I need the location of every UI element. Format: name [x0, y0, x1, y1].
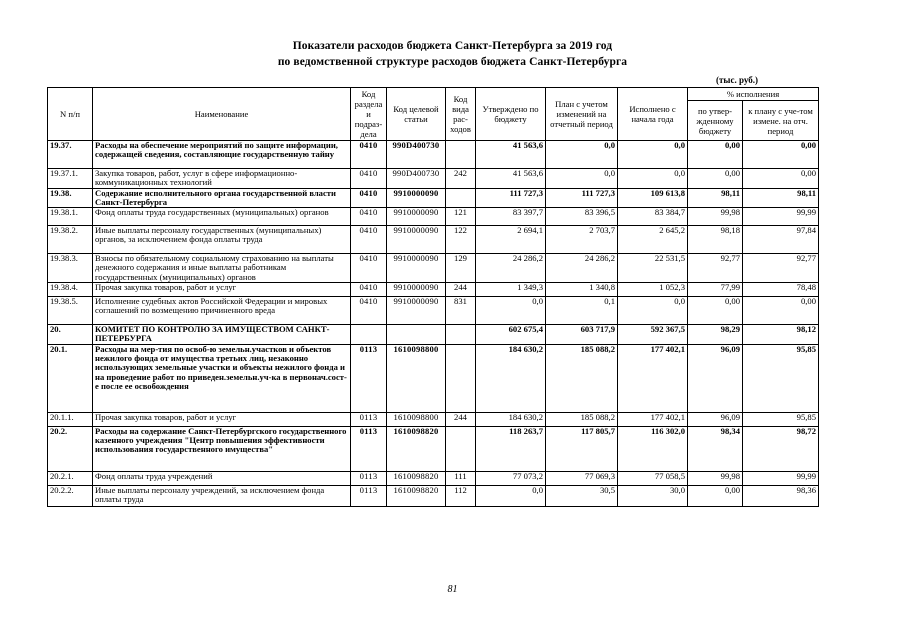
header-percent-approved: по утвер-жденному бюджету	[688, 101, 743, 141]
executed-amount: 109 613,8	[618, 188, 688, 208]
table-row	[48, 254, 819, 283]
type-code: 112	[446, 485, 476, 506]
percent-approved: 98,29	[688, 325, 743, 345]
table-row	[48, 283, 819, 297]
header-percent-group: % исполнения	[688, 88, 819, 101]
type-code: 244	[446, 412, 476, 426]
row-number: 19.38.2.	[48, 226, 93, 254]
approved-amount: 184 630,2	[476, 412, 546, 426]
section-code: 0113	[351, 471, 387, 485]
section-code: 0410	[351, 283, 387, 297]
section-code: 0113	[351, 412, 387, 426]
target-code: 990D400730	[387, 141, 446, 169]
row-name: Прочая закупка товаров, работ и услуг	[93, 412, 351, 426]
approved-amount: 77 073,2	[476, 471, 546, 485]
table-row	[48, 485, 819, 506]
row-name: Взносы по обязательному социальному страхованию на выплаты денежного содержания и иные выплаты работникам государственных (муниципальных) органов	[93, 254, 351, 283]
executed-amount: 77 058,5	[618, 471, 688, 485]
row-number: 19.38.1.	[48, 208, 93, 226]
section-code: 0113	[351, 485, 387, 506]
header-section-code: Код раздела и подраз-дела	[351, 88, 387, 141]
plan-amount: 185 088,2	[546, 344, 618, 412]
plan-amount: 117 805,7	[546, 426, 618, 471]
percent-plan: 99,99	[743, 208, 819, 226]
plan-amount: 185 088,2	[546, 412, 618, 426]
percent-approved: 98,34	[688, 426, 743, 471]
table-row	[48, 169, 819, 189]
percent-plan: 98,72	[743, 426, 819, 471]
row-name: Иные выплаты персоналу государственных (муниципальных) органов, за исключением фонда оплаты труда	[93, 226, 351, 254]
section-code: 0113	[351, 344, 387, 412]
executed-amount: 30,0	[618, 485, 688, 506]
table-row	[48, 297, 819, 325]
type-code	[446, 325, 476, 345]
target-code	[387, 325, 446, 345]
executed-amount: 177 402,1	[618, 412, 688, 426]
approved-amount: 41 563,6	[476, 169, 546, 189]
percent-plan: 92,77	[743, 254, 819, 283]
row-number: 19.38.4.	[48, 283, 93, 297]
header-num: N п/п	[48, 88, 93, 141]
target-code: 1610098820	[387, 426, 446, 471]
table-row	[48, 141, 819, 169]
percent-plan: 99,99	[743, 471, 819, 485]
percent-plan: 98,36	[743, 485, 819, 506]
document-title: Показатели расходов бюджета Санкт-Петербурга за 2019 год	[292, 40, 613, 52]
executed-amount: 2 645,2	[618, 226, 688, 254]
section-code: 0410	[351, 169, 387, 189]
header-percent-plan: к плану с уче-том измене. на отч. период	[743, 101, 819, 141]
row-name: Прочая закупка товаров, работ и услуг	[93, 283, 351, 297]
approved-amount: 83 397,7	[476, 208, 546, 226]
percent-plan: 0,00	[743, 169, 819, 189]
row-number: 19.38.3.	[48, 254, 93, 283]
target-code: 9910000090	[387, 283, 446, 297]
executed-amount: 22 531,5	[618, 254, 688, 283]
plan-amount: 0,0	[546, 169, 618, 189]
row-name: КОМИТЕТ ПО КОНТРОЛЮ ЗА ИМУЩЕСТВОМ САНКТ-ПЕТЕРБУРГА	[93, 325, 351, 345]
table-row	[48, 471, 819, 485]
table-row	[48, 226, 819, 254]
row-name: Фонд оплаты труда учреждений	[93, 471, 351, 485]
percent-plan: 0,00	[743, 297, 819, 325]
executed-amount: 0,0	[618, 297, 688, 325]
plan-amount: 77 069,3	[546, 471, 618, 485]
row-number: 20.1.	[48, 344, 93, 412]
type-code: 831	[446, 297, 476, 325]
target-code: 9910000090	[387, 226, 446, 254]
type-code	[446, 141, 476, 169]
units-label: (тыс. руб.)	[716, 75, 758, 85]
section-code: 0410	[351, 141, 387, 169]
executed-amount: 1 052,3	[618, 283, 688, 297]
approved-amount: 24 286,2	[476, 254, 546, 283]
executed-amount: 177 402,1	[618, 344, 688, 412]
target-code: 9910000090	[387, 297, 446, 325]
table-row	[48, 188, 819, 208]
budget-table	[47, 87, 819, 507]
section-code: 0410	[351, 226, 387, 254]
approved-amount: 118 263,7	[476, 426, 546, 471]
percent-approved: 77,99	[688, 283, 743, 297]
percent-plan: 78,48	[743, 283, 819, 297]
plan-amount: 30,5	[546, 485, 618, 506]
row-number: 19.37.	[48, 141, 93, 169]
type-code: 129	[446, 254, 476, 283]
table-row	[48, 344, 819, 412]
approved-amount: 0,0	[476, 297, 546, 325]
row-number: 19.37.1.	[48, 169, 93, 189]
target-code: 1610098820	[387, 485, 446, 506]
percent-plan: 98,11	[743, 188, 819, 208]
row-number: 19.38.	[48, 188, 93, 208]
row-name: Содержание исполнительного органа государственной власти Санкт-Петербурга	[93, 188, 351, 208]
section-code: 0113	[351, 426, 387, 471]
row-name: Закупка товаров, работ, услуг в сфере информационно-коммуникационных технологий	[93, 169, 351, 189]
type-code	[446, 188, 476, 208]
section-code	[351, 325, 387, 345]
percent-plan: 0,00	[743, 141, 819, 169]
percent-approved: 92,77	[688, 254, 743, 283]
plan-amount: 111 727,3	[546, 188, 618, 208]
percent-approved: 98,18	[688, 226, 743, 254]
table-row	[48, 426, 819, 471]
header-plan: План с учетом изменений на отчетный период	[546, 88, 618, 141]
target-code: 1610098800	[387, 412, 446, 426]
executed-amount: 116 302,0	[618, 426, 688, 471]
percent-approved: 0,00	[688, 297, 743, 325]
section-code: 0410	[351, 188, 387, 208]
percent-approved: 0,00	[688, 169, 743, 189]
percent-approved: 96,09	[688, 412, 743, 426]
type-code	[446, 344, 476, 412]
percent-approved: 0,00	[688, 141, 743, 169]
row-number: 20.2.	[48, 426, 93, 471]
type-code: 121	[446, 208, 476, 226]
approved-amount: 2 694,1	[476, 226, 546, 254]
percent-approved: 96,09	[688, 344, 743, 412]
page-number: 81	[447, 584, 458, 595]
type-code: 111	[446, 471, 476, 485]
percent-plan: 95,85	[743, 412, 819, 426]
plan-amount: 83 396,5	[546, 208, 618, 226]
target-code: 990D400730	[387, 169, 446, 189]
executed-amount: 592 367,5	[618, 325, 688, 345]
plan-amount: 24 286,2	[546, 254, 618, 283]
percent-approved: 98,11	[688, 188, 743, 208]
percent-approved: 99,98	[688, 208, 743, 226]
type-code: 242	[446, 169, 476, 189]
table-row	[48, 325, 819, 345]
row-number: 20.2.2.	[48, 485, 93, 506]
target-code: 1610098820	[387, 471, 446, 485]
header-approved: Утверждено по бюджету	[476, 88, 546, 141]
percent-approved: 99,98	[688, 471, 743, 485]
document-subtitle: по ведомственной структуре расходов бюджета Санкт-Петербурга	[277, 56, 628, 68]
target-code: 9910000090	[387, 254, 446, 283]
executed-amount: 0,0	[618, 169, 688, 189]
percent-plan: 98,12	[743, 325, 819, 345]
header-target-code: Код целевой статьи	[387, 88, 446, 141]
target-code: 9910000090	[387, 188, 446, 208]
type-code	[446, 426, 476, 471]
executed-amount: 0,0	[618, 141, 688, 169]
row-name: Иные выплаты персоналу учреждений, за исключением фонда оплаты труда	[93, 485, 351, 506]
approved-amount: 1 349,3	[476, 283, 546, 297]
row-name: Расходы на содержание Санкт-Петербургского государственного казенного учреждения "Центр повышения эффективности использования государственного имущества"	[93, 426, 351, 471]
row-name: Расходы на мер-тия по освоб-ю земельн.участков и объектов нежилого фонда от имущества третьих лиц, незаконно использующих земельные участки и объекты нежилого фонда и на проведение работ по приведен.земельн.уч-ка в первонач.сост-е после ее освобождения	[93, 344, 351, 412]
approved-amount: 602 675,4	[476, 325, 546, 345]
target-code: 1610098800	[387, 344, 446, 412]
table-row	[48, 208, 819, 226]
approved-amount: 184 630,2	[476, 344, 546, 412]
type-code: 122	[446, 226, 476, 254]
target-code: 9910000090	[387, 208, 446, 226]
row-name: Исполнение судебных актов Российской Федерации и мировых соглашений по возмещению причиненного вреда	[93, 297, 351, 325]
approved-amount: 41 563,6	[476, 141, 546, 169]
row-number: 20.2.1.	[48, 471, 93, 485]
plan-amount: 603 717,9	[546, 325, 618, 345]
header-type-code: Код вида рас-ходов	[446, 88, 476, 141]
section-code: 0410	[351, 254, 387, 283]
type-code: 244	[446, 283, 476, 297]
percent-approved: 0,00	[688, 485, 743, 506]
header-name: Наименование	[93, 88, 351, 141]
percent-plan: 97,84	[743, 226, 819, 254]
plan-amount: 0,1	[546, 297, 618, 325]
plan-amount: 0,0	[546, 141, 618, 169]
row-number: 20.	[48, 325, 93, 345]
plan-amount: 1 340,8	[546, 283, 618, 297]
approved-amount: 0,0	[476, 485, 546, 506]
plan-amount: 2 703,7	[546, 226, 618, 254]
table-row	[48, 412, 819, 426]
row-number: 19.38.5.	[48, 297, 93, 325]
section-code: 0410	[351, 208, 387, 226]
row-name: Расходы на обеспечение мероприятий по защите информации, содержащей сведения, составляющие государственную тайну	[93, 141, 351, 169]
section-code: 0410	[351, 297, 387, 325]
percent-plan: 95,85	[743, 344, 819, 412]
row-name: Фонд оплаты труда государственных (муниципальных) органов	[93, 208, 351, 226]
header-executed: Исполнено с начала года	[618, 88, 688, 141]
approved-amount: 111 727,3	[476, 188, 546, 208]
executed-amount: 83 384,7	[618, 208, 688, 226]
row-number: 20.1.1.	[48, 412, 93, 426]
